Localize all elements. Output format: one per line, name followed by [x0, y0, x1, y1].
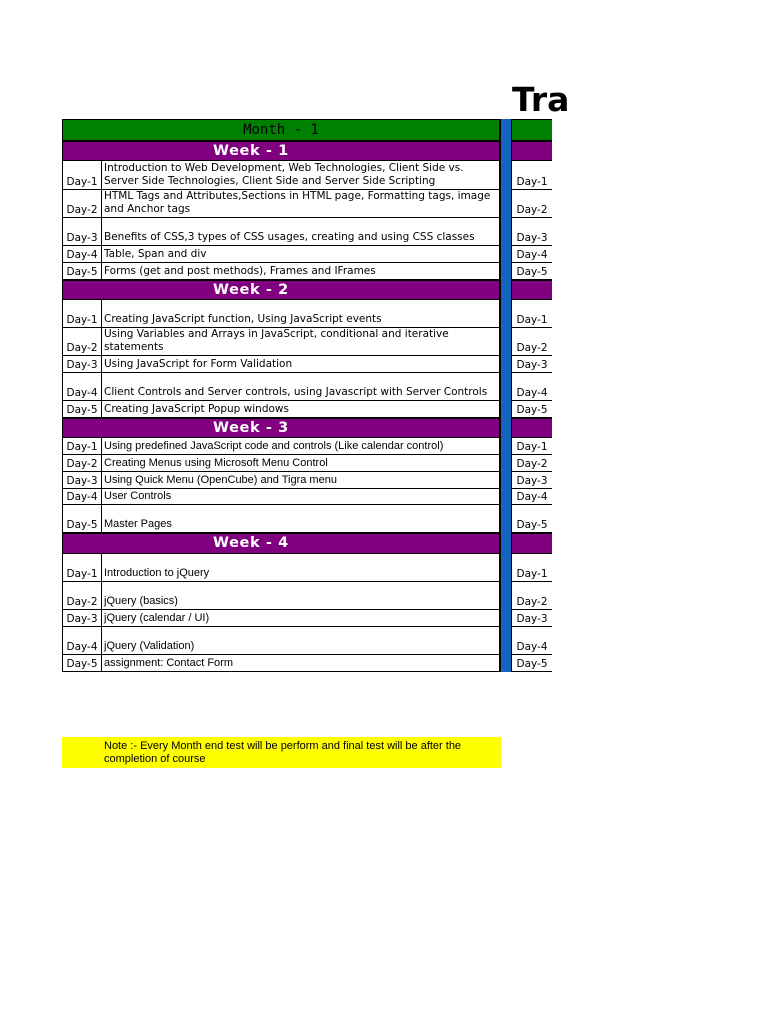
- topic-cell: jQuery (Validation): [102, 627, 500, 655]
- day-cell: Day-5: [62, 401, 102, 418]
- right-day-cell: Day-2: [512, 190, 552, 218]
- topic-cell: assignment: Contact Form: [102, 655, 500, 672]
- week-header-row: [62, 141, 552, 161]
- next-week-header: [512, 280, 552, 300]
- right-day-cell: Day-5: [512, 505, 552, 533]
- next-week-header: [512, 141, 552, 161]
- column-separator: [500, 418, 512, 438]
- right-day-cell: Day-2: [512, 328, 552, 356]
- column-separator: [500, 472, 512, 489]
- day-cell: Day-4: [62, 489, 102, 505]
- table-row: [62, 401, 552, 418]
- table-row: [62, 438, 552, 455]
- table-row: [62, 455, 552, 472]
- column-separator: [500, 246, 512, 263]
- topic-cell: Using Variables and Arrays in JavaScript, conditional and iterative statements: [102, 328, 500, 356]
- topic-cell: Creating JavaScript Popup windows: [102, 401, 500, 418]
- day-cell: Day-2: [62, 582, 102, 610]
- day-cell: Day-5: [62, 655, 102, 672]
- topic-cell: Master Pages: [102, 505, 500, 533]
- table-row: [62, 300, 552, 328]
- topic-cell: jQuery (basics): [102, 582, 500, 610]
- column-separator: [500, 401, 512, 418]
- day-cell: Day-5: [62, 263, 102, 280]
- day-cell: Day-3: [62, 472, 102, 489]
- column-separator: [500, 438, 512, 455]
- topic-cell: Benefits of CSS,3 types of CSS usages, creating and using CSS classes: [102, 218, 500, 246]
- table-row: [62, 356, 552, 373]
- right-day-cell: Day-3: [512, 356, 552, 373]
- month-header-row: [62, 119, 552, 141]
- day-cell: Day-5: [62, 505, 102, 533]
- month-label: Month - 1: [62, 119, 500, 141]
- topic-cell: Introduction to Web Development, Web Technologies, Client Side vs. Server Side Technologies, Client Side and Server Side Scripting: [102, 161, 500, 190]
- table-row: [62, 246, 552, 263]
- column-separator: [500, 263, 512, 280]
- table-row: [62, 263, 552, 280]
- column-separator: [500, 455, 512, 472]
- column-separator: [500, 554, 512, 582]
- right-day-cell: Day-3: [512, 218, 552, 246]
- day-cell: Day-1: [62, 438, 102, 455]
- day-cell: Day-4: [62, 373, 102, 401]
- column-separator: [500, 655, 512, 672]
- table-row: [62, 489, 552, 505]
- week-header-row: [62, 280, 552, 300]
- topic-cell: Forms (get and post methods), Frames and IFrames: [102, 263, 500, 280]
- schedule-table: [62, 119, 552, 672]
- table-row: [62, 627, 552, 655]
- next-week-header: [512, 533, 552, 554]
- right-day-cell: Day-1: [512, 161, 552, 190]
- right-day-cell: Day-4: [512, 373, 552, 401]
- column-separator: [500, 489, 512, 505]
- topic-cell: Using predefined JavaScript code and controls (Like calendar control): [102, 438, 500, 455]
- right-day-cell: Day-4: [512, 246, 552, 263]
- next-week-header: [512, 418, 552, 438]
- right-day-cell: Day-3: [512, 472, 552, 489]
- week-label: Week - 1: [62, 141, 500, 161]
- topic-cell: Creating JavaScript function, Using JavaScript events: [102, 300, 500, 328]
- right-day-cell: Day-5: [512, 655, 552, 672]
- right-day-cell: Day-4: [512, 489, 552, 505]
- column-separator: [500, 218, 512, 246]
- day-cell: Day-2: [62, 328, 102, 356]
- column-separator: [500, 161, 512, 190]
- table-row: [62, 218, 552, 246]
- day-cell: Day-3: [62, 356, 102, 373]
- day-cell: Day-3: [62, 610, 102, 627]
- column-separator: [500, 582, 512, 610]
- table-row: [62, 655, 552, 672]
- right-day-cell: Day-3: [512, 610, 552, 627]
- column-separator: [500, 533, 512, 554]
- topic-cell: Creating Menus using Microsoft Menu Control: [102, 455, 500, 472]
- course-note: Note :- Every Month end test will be perform and final test will be after the completion of course: [62, 737, 501, 768]
- table-row: [62, 472, 552, 489]
- column-separator: [500, 328, 512, 356]
- column-separator: [500, 300, 512, 328]
- right-day-cell: Day-2: [512, 455, 552, 472]
- table-row: [62, 554, 552, 582]
- page-title: Tra: [512, 80, 570, 119]
- table-row: [62, 161, 552, 190]
- right-day-cell: Day-5: [512, 401, 552, 418]
- topic-cell: Table, Span and div: [102, 246, 500, 263]
- column-separator: [500, 505, 512, 533]
- table-row: [62, 582, 552, 610]
- column-separator: [500, 119, 512, 141]
- table-row: [62, 505, 552, 533]
- day-cell: Day-2: [62, 190, 102, 218]
- column-separator: [500, 141, 512, 161]
- topic-cell: Using JavaScript for Form Validation: [102, 356, 500, 373]
- topic-cell: jQuery (calendar / UI): [102, 610, 500, 627]
- topic-cell: User Controls: [102, 489, 500, 505]
- column-separator: [500, 190, 512, 218]
- table-row: [62, 373, 552, 401]
- column-separator: [500, 356, 512, 373]
- day-cell: Day-3: [62, 218, 102, 246]
- right-day-cell: Day-1: [512, 438, 552, 455]
- right-day-cell: Day-1: [512, 554, 552, 582]
- right-day-cell: Day-2: [512, 582, 552, 610]
- week-label: Week - 4: [62, 533, 500, 554]
- right-day-cell: Day-4: [512, 627, 552, 655]
- right-day-cell: Day-5: [512, 263, 552, 280]
- day-cell: Day-1: [62, 554, 102, 582]
- week-header-row: [62, 533, 552, 554]
- topic-cell: HTML Tags and Attributes,Sections in HTML page, Formatting tags, image and Anchor tags: [102, 190, 500, 218]
- column-separator: [500, 627, 512, 655]
- table-row: [62, 328, 552, 356]
- table-row: [62, 190, 552, 218]
- column-separator: [500, 610, 512, 627]
- next-month-header: [512, 119, 552, 141]
- day-cell: Day-2: [62, 455, 102, 472]
- day-cell: Day-4: [62, 627, 102, 655]
- table-row: [62, 610, 552, 627]
- week-label: Week - 3: [62, 418, 500, 438]
- week-label: Week - 2: [62, 280, 500, 300]
- week-header-row: [62, 418, 552, 438]
- column-separator: [500, 373, 512, 401]
- day-cell: Day-1: [62, 161, 102, 190]
- day-cell: Day-4: [62, 246, 102, 263]
- topic-cell: Client Controls and Server controls, using Javascript with Server Controls: [102, 373, 500, 401]
- column-separator: [500, 280, 512, 300]
- topic-cell: Using Quick Menu (OpenCube) and Tigra menu: [102, 472, 500, 489]
- right-day-cell: Day-1: [512, 300, 552, 328]
- topic-cell: Introduction to jQuery: [102, 554, 500, 582]
- day-cell: Day-1: [62, 300, 102, 328]
